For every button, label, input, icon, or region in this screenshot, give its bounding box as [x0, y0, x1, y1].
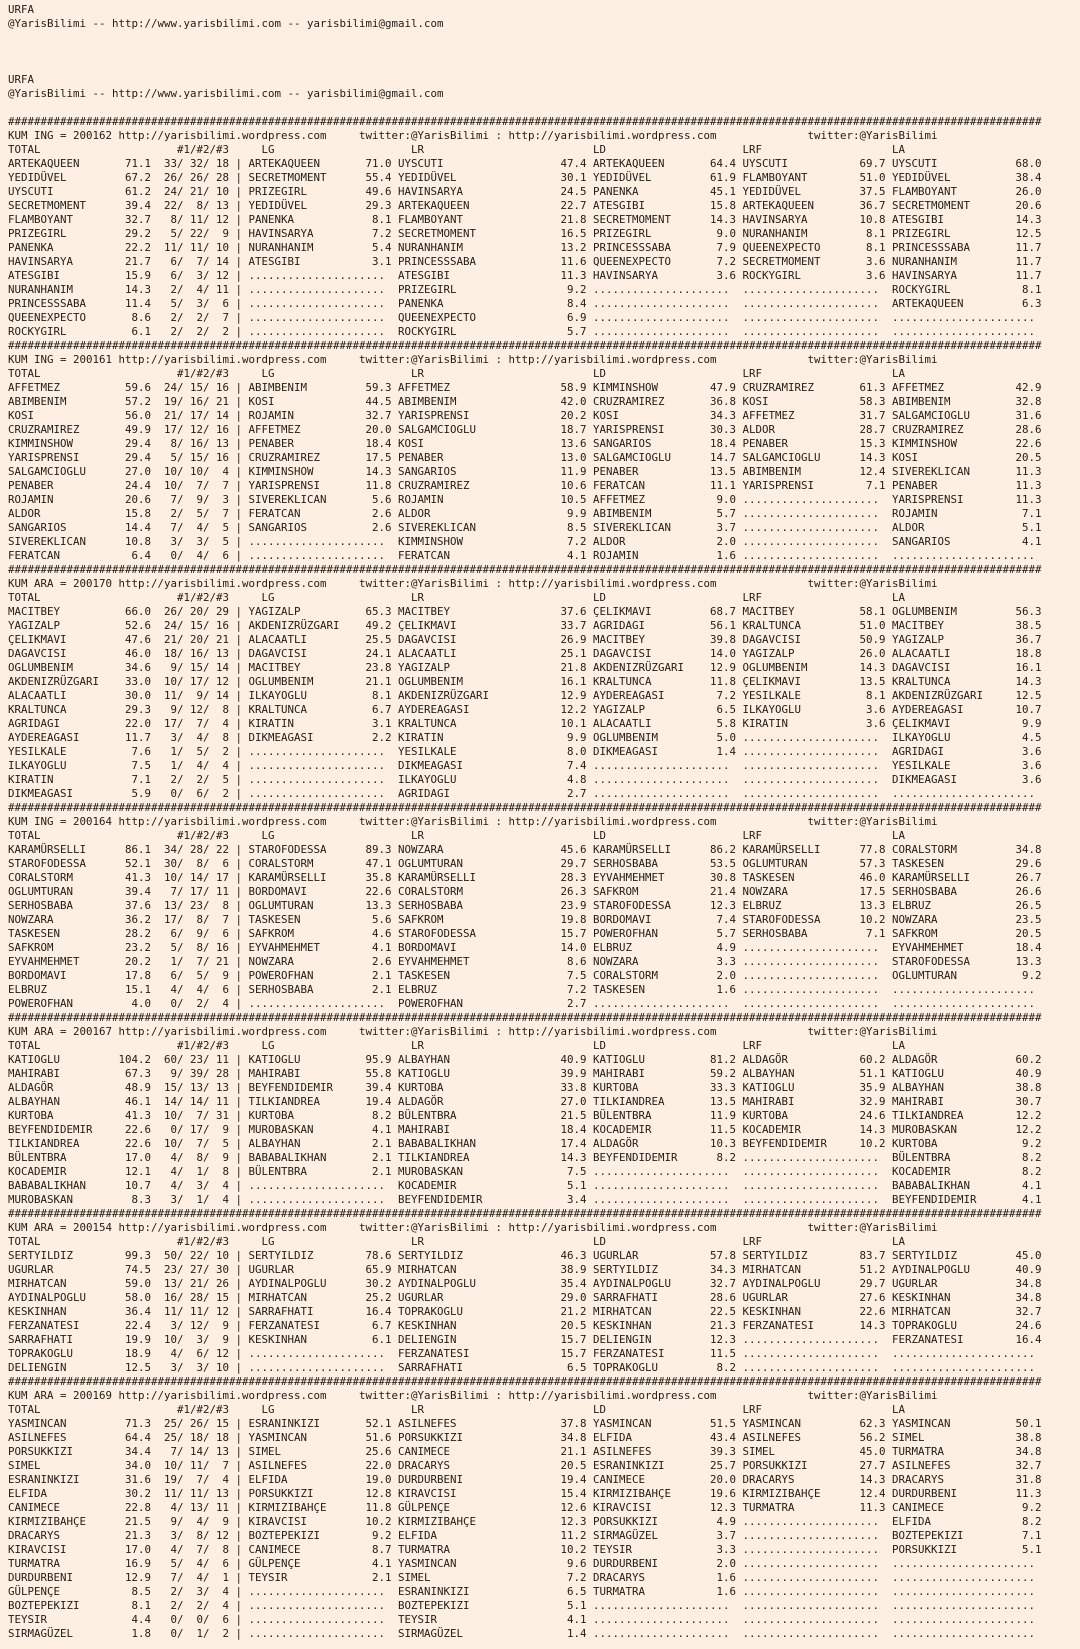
track-name: URFA — [8, 73, 35, 86]
table-row: PANENKA 22.2 11/ 11/ 10 | NURANHANIM 5.4 NURANHANIM 13.2 PRINCESSSABA 7.9 QUEENEXPECTO 8.1 PRINCESSSABA 11.7 — [8, 241, 1042, 254]
section-title: KUM ARA = 200167 http://yarisbilimi.wordpress.com twitter:@YarisBilimi : http://yarisbilimi.wordpress.com twitter:@YarisBilimi — [8, 1025, 938, 1038]
table-row: ALACAATLI 30.0 11/ 9/ 14 | ILKAYOGLU 8.1 AKDENIZRÜZGARI 12.9 AYDEREAGASI 7.2 YESILKALE 8.1 AKDENIZRÜZGARI 12.5 — [8, 689, 1042, 702]
blank-line — [8, 59, 1080, 73]
table-row: ROJAMIN 20.6 7/ 9/ 3 | SIVEREKLICAN 5.6 ROJAMIN 10.5 AFFETMEZ 9.0 ..................... YARISPRENSI 11.3 — [8, 493, 1042, 506]
contact-line: @YarisBilimi -- http://www.yarisbilimi.com -- yarisbilimi@gmail.com — [8, 17, 444, 30]
table-row: TOPRAKOGLU 18.9 4/ 6/ 12 | ..................... FERZANATESI 15.7 FERZANATESI 11.5 ..................... ...................... — [8, 1347, 1042, 1360]
table-row: KIMMINSHOW 29.4 8/ 16/ 13 | PENABER 18.4 KOSI 13.6 SANGARIOS 18.4 PENABER 15.3 KIMMINSHOW 22.6 — [8, 437, 1042, 450]
blank-line — [8, 45, 1080, 59]
table-row: YEDIDÜVEL 67.2 26/ 26/ 28 | SECRETMOMENT 55.4 YEDIDÜVEL 30.1 YEDIDÜVEL 61.9 FLAMBOYANT 51.0 YEDIDÜVEL 38.4 — [8, 171, 1042, 184]
table-row: PENABER 24.4 10/ 7/ 7 | YARISPRENSI 11.8 CRUZRAMIREZ 10.6 FERATCAN 11.1 YARISPRENSI 7.1 PENABER 11.3 — [8, 479, 1042, 492]
separator: ############################################################################################################################################################### — [8, 801, 1042, 814]
table-row: ALDAGÖR 48.9 15/ 13/ 13 | BEYFENDIDEMIR 39.4 KURTOBA 33.8 KURTOBA 33.3 KATIOGLU 35.9 ALBAYHAN 38.8 — [8, 1081, 1042, 1094]
table-row: ASILNEFES 64.4 25/ 18/ 18 | YASMINCAN 51.6 PORSUKKIZI 34.8 ELFIDA 43.4 ASILNEFES 56.2 SIMEL 38.8 — [8, 1431, 1042, 1444]
table-row: ESRANINKIZI 31.6 19/ 7/ 4 | ELFIDA 19.0 DURDURBENI 19.4 CANIMECE 20.0 DRACARYS 14.3 DRACARYS 31.8 — [8, 1473, 1042, 1486]
column-header: TOTAL #1/#2/#3 LG LR LD LRF LA — [8, 591, 906, 604]
separator: ############################################################################################################################################################### — [8, 1207, 1042, 1220]
table-row: KOSI 56.0 21/ 17/ 14 | ROJAMIN 32.7 YARISPRENSI 20.2 KOSI 34.3 AFFETMEZ 31.7 SALGAMCIOGLU 31.6 — [8, 409, 1042, 422]
table-row: QUEENEXPECTO 8.6 2/ 2/ 7 | ..................... QUEENEXPECTO 6.9 ..................... ..................... ...................... — [8, 311, 1042, 324]
table-row: ÇELIKMAVI 47.6 21/ 20/ 21 | ALACAATLI 25.5 DAGAVCISI 26.9 MACITBEY 39.8 DAGAVCISI 50.9 YAGIZALP 36.7 — [8, 633, 1042, 646]
race-section — [8, 1375, 1080, 1641]
table-row: FERATCAN 6.4 0/ 4/ 6 | ..................... FERATCAN 4.1 ROJAMIN 1.6 ..................... ...................... — [8, 549, 1042, 562]
table-row: MIRHATCAN 59.0 13/ 21/ 26 | AYDINALPOGLU 30.2 AYDINALPOGLU 35.4 AYDINALPOGLU 32.7 AYDINALPOGLU 29.7 UGURLAR 34.8 — [8, 1277, 1042, 1290]
table-row: CANIMECE 22.8 4/ 13/ 11 | KIRMIZIBAHÇE 11.8 GÜLPENÇE 12.6 KIRAVCISI 12.3 TURMATRA 11.3 CANIMECE 9.2 — [8, 1501, 1042, 1514]
table-row: FLAMBOYANT 32.7 8/ 11/ 12 | PANENKA 8.1 FLAMBOYANT 21.8 SECRETMOMENT 14.3 HAVINSARYA 10.8 ATESGIBI 14.3 — [8, 213, 1042, 226]
table-row: DELIENGIN 12.5 3/ 3/ 10 | ..................... SARRAFHATI 6.5 TOPRAKOGLU 8.2 ..................... ...................... — [8, 1361, 1042, 1374]
separator: ############################################################################################################################################################### — [8, 1011, 1042, 1024]
blank-line — [8, 101, 1080, 115]
section-title: KUM ARA = 200170 http://yarisbilimi.wordpress.com twitter:@YarisBilimi : http://yarisbilimi.wordpress.com twitter:@YarisBilimi — [8, 577, 938, 590]
table-row: BORDOMAVI 17.8 6/ 5/ 9 | POWEROFHAN 2.1 TASKESEN 7.5 CORALSTORM 2.0 ..................... OGLUMTURAN 9.2 — [8, 969, 1042, 982]
race-section — [8, 339, 1080, 563]
table-row: CRUZRAMIREZ 49.9 17/ 12/ 16 | AFFETMEZ 20.0 SALGAMCIOGLU 18.7 YARISPRENSI 30.3 ALDOR 28.7 CRUZRAMIREZ 28.6 — [8, 423, 1042, 436]
table-row: UYSCUTI 61.2 24/ 21/ 10 | PRIZEGIRL 49.6 HAVINSARYA 24.5 PANENKA 45.1 YEDIDÜVEL 37.5 FLAMBOYANT 26.0 — [8, 185, 1042, 198]
table-row: YESILKALE 7.6 1/ 5/ 2 | ..................... YESILKALE 8.0 DIKMEAGASI 1.4 ..................... AGRIDAGI 3.6 — [8, 745, 1042, 758]
table-row: PRIZEGIRL 29.2 5/ 22/ 9 | HAVINSARYA 7.2 SECRETMOMENT 16.5 PRIZEGIRL 9.0 NURANHANIM 8.1 PRIZEGIRL 12.5 — [8, 227, 1042, 240]
track-name: URFA — [8, 3, 35, 16]
table-row: AFFETMEZ 59.6 24/ 15/ 16 | ABIMBENIM 59.3 AFFETMEZ 58.9 KIMMINSHOW 47.9 CRUZRAMIREZ 61.3 AFFETMEZ 42.9 — [8, 381, 1042, 394]
table-row: MAHIRABI 67.3 9/ 39/ 28 | MAHIRABI 55.8 KATIOGLU 39.9 MAHIRABI 59.2 ALBAYHAN 51.1 KATIOGLU 40.9 — [8, 1067, 1042, 1080]
table-row: AGRIDAGI 22.0 17/ 7/ 4 | KIRATIN 3.1 KRALTUNCA 10.1 ALACAATLI 5.8 KIRATIN 3.6 ÇELIKMAVI 9.9 — [8, 717, 1042, 730]
race-section — [8, 1011, 1080, 1207]
section-title: KUM ING = 200161 http://yarisbilimi.wordpress.com twitter:@YarisBilimi : http://yarisbilimi.wordpress.com twitter:@YarisBilimi — [8, 353, 938, 366]
section-title: KUM ING = 200164 http://yarisbilimi.wordpress.com twitter:@YarisBilimi : http://yarisbilimi.wordpress.com twitter:@YarisBilimi — [8, 815, 938, 828]
table-row: SERTYILDIZ 99.3 50/ 22/ 10 | SERTYILDIZ 78.6 SERTYILDIZ 46.3 UGURLAR 57.8 SERTYILDIZ 83.7 SERTYILDIZ 45.0 — [8, 1249, 1042, 1262]
table-row: SIVEREKLICAN 10.8 3/ 3/ 5 | ..................... KIMMINSHOW 7.2 ALDOR 2.0 ..................... SANGARIOS 4.1 — [8, 535, 1042, 548]
table-row: TEYSIR 4.4 0/ 0/ 6 | ..................... TEYSIR 4.1 ..................... ..................... ...................... — [8, 1613, 1042, 1626]
column-header: TOTAL #1/#2/#3 LG LR LD LRF LA — [8, 829, 906, 842]
column-header: TOTAL #1/#2/#3 LG LR LD LRF LA — [8, 367, 906, 380]
table-row: SIRMAGÜZEL 1.8 0/ 1/ 2 | ..................... SIRMAGÜZEL 1.4 ..................... ..................... ...................... — [8, 1627, 1042, 1640]
race-section — [8, 801, 1080, 1011]
table-row: STAROFODESSA 52.1 30/ 8/ 6 | CORALSTORM 47.1 OGLUMTURAN 29.7 SERHOSBABA 53.5 OGLUMTURAN 57.3 TASKESEN 29.6 — [8, 857, 1042, 870]
race-section — [8, 1207, 1080, 1375]
separator: ############################################################################################################################################################### — [8, 563, 1042, 576]
table-row: AYDEREAGASI 11.7 3/ 4/ 8 | DIKMEAGASI 2.2 KIRATIN 9.9 OGLUMBENIM 5.0 ..................... ILKAYOGLU 4.5 — [8, 731, 1042, 744]
table-row: FERZANATESI 22.4 3/ 12/ 9 | FERZANATESI 6.7 KESKINHAN 20.5 KESKINHAN 21.3 FERZANATESI 14.3 TOPRAKOGLU 24.6 — [8, 1319, 1042, 1332]
table-row: KOCADEMIR 12.1 4/ 1/ 8 | BÜLENTBRA 2.1 MUROBASKAN 7.5 ..................... ..................... KOCADEMIR 8.2 — [8, 1165, 1042, 1178]
table-row: OGLUMBENIM 34.6 9/ 15/ 14 | MACITBEY 23.8 YAGIZALP 21.8 AKDENIZRÜZGARI 12.9 OGLUMBENIM 14.3 DAGAVCISI 16.1 — [8, 661, 1042, 674]
column-header: TOTAL #1/#2/#3 LG LR LD LRF LA — [8, 1039, 906, 1052]
column-header: TOTAL #1/#2/#3 LG LR LD LRF LA — [8, 1235, 906, 1248]
column-header: TOTAL #1/#2/#3 LG LR LD LRF LA — [8, 1403, 906, 1416]
table-row: DAGAVCISI 46.0 18/ 16/ 13 | DAGAVCISI 24.1 ALACAATLI 25.1 DAGAVCISI 14.0 YAGIZALP 26.0 ALACAATLI 18.8 — [8, 647, 1042, 660]
section-title: KUM ING = 200162 http://yarisbilimi.wordpress.com twitter:@YarisBilimi : http://yarisbilimi.wordpress.com twitter:@YarisBilimi — [8, 129, 938, 142]
table-row: BEYFENDIDEMIR 22.6 0/ 17/ 9 | MUROBASKAN 4.1 MAHIRABI 18.4 KOCADEMIR 11.5 KOCADEMIR 14.3 MUROBASKAN 12.2 — [8, 1123, 1042, 1136]
table-row: YARISPRENSI 29.4 5/ 15/ 16 | CRUZRAMIREZ 17.5 PENABER 13.0 SALGAMCIOGLU 14.7 SALGAMCIOGLU 14.3 KOSI 20.5 — [8, 451, 1042, 464]
table-row: PRINCESSSABA 11.4 5/ 3/ 6 | ..................... PANENKA 8.4 ..................... ..................... ARTEKAQUEEN 6.3 — [8, 297, 1042, 310]
table-row: ABIMBENIM 57.2 19/ 16/ 21 | KOSI 44.5 ABIMBENIM 42.0 CRUZRAMIREZ 36.8 KOSI 58.3 ABIMBENIM 32.8 — [8, 395, 1042, 408]
section-title: KUM ARA = 200169 http://yarisbilimi.wordpress.com twitter:@YarisBilimi : http://yarisbilimi.wordpress.com twitter:@YarisBilimi — [8, 1389, 938, 1402]
table-row: KIRAVCISI 17.0 4/ 7/ 8 | CANIMECE 8.7 TURMATRA 10.2 TEYSIR 3.3 ..................... PORSUKKIZI 5.1 — [8, 1543, 1042, 1556]
table-row: SALGAMCIOGLU 27.0 10/ 10/ 4 | KIMMINSHOW 14.3 SANGARIOS 11.9 PENABER 13.5 ABIMBENIM 12.4 SIVEREKLICAN 11.3 — [8, 465, 1042, 478]
table-row: KRALTUNCA 29.3 9/ 12/ 8 | KRALTUNCA 6.7 AYDEREAGASI 12.2 YAGIZALP 6.5 ILKAYOGLU 3.6 AYDEREAGASI 10.7 — [8, 703, 1042, 716]
table-row: ALDOR 15.8 2/ 5/ 7 | FERATCAN 2.6 ALDOR 9.9 ABIMBENIM 5.7 ..................... ROJAMIN 7.1 — [8, 507, 1042, 520]
contact-line: @YarisBilimi -- http://www.yarisbilimi.com -- yarisbilimi@gmail.com — [8, 87, 444, 100]
table-row: KIRATIN 7.1 2/ 2/ 5 | ..................... ILKAYOGLU 4.8 ..................... ..................... DIKMEAGASI 3.6 — [8, 773, 1042, 786]
table-row: OGLUMTURAN 39.4 7/ 17/ 11 | BORDOMAVI 22.6 CORALSTORM 26.3 SAFKROM 21.4 NOWZARA 17.5 SERHOSBABA 26.6 — [8, 885, 1042, 898]
table-row: BABABALIKHAN 10.7 4/ 3/ 4 | ..................... KOCADEMIR 5.1 ..................... ..................... BABABALIKHAN 4.1 — [8, 1179, 1042, 1192]
race-section — [8, 563, 1080, 801]
table-row: ELBRUZ 15.1 4/ 4/ 6 | SERHOSBABA 2.1 ELBRUZ 7.2 TASKESEN 1.6 ..................... ...................... — [8, 983, 1042, 996]
table-row: HAVINSARYA 21.7 6/ 7/ 14 | ATESGIBI 3.1 PRINCESSSABA 11.6 QUEENEXPECTO 7.2 SECRETMOMENT 3.6 NURANHANIM 11.7 — [8, 255, 1042, 268]
table-row: POWEROFHAN 4.0 0/ 2/ 4 | ..................... POWEROFHAN 2.7 ..................... ..................... ...................... — [8, 997, 1042, 1010]
separator: ############################################################################################################################################################### — [8, 339, 1042, 352]
table-row: AKDENIZRÜZGARI 33.0 10/ 17/ 12 | OGLUMBENIM 21.1 OGLUMBENIM 16.1 KRALTUNCA 11.8 ÇELIKMAVI 13.5 KRALTUNCA 14.3 — [8, 675, 1042, 688]
table-row: SECRETMOMENT 39.4 22/ 8/ 13 | YEDIDÜVEL 29.3 ARTEKAQUEEN 22.7 ATESGIBI 15.8 ARTEKAQUEEN 36.7 SECRETMOMENT 20.6 — [8, 199, 1042, 212]
column-header: TOTAL #1/#2/#3 LG LR LD LRF LA — [8, 143, 906, 156]
table-row: SIMEL 34.0 10/ 11/ 7 | ASILNEFES 22.0 DRACARYS 20.5 ESRANINKIZI 25.7 PORSUKKIZI 27.7 ASILNEFES 32.7 — [8, 1459, 1042, 1472]
table-row: DIKMEAGASI 5.9 0/ 6/ 2 | ..................... AGRIDAGI 2.7 ..................... ..................... ...................... — [8, 787, 1042, 800]
table-row: SARRAFHATI 19.9 10/ 3/ 9 | KESKINHAN 6.1 DELIENGIN 15.7 DELIENGIN 12.3 ..................... FERZANATESI 16.4 — [8, 1333, 1042, 1346]
table-row: KURTOBA 41.3 10/ 7/ 31 | KURTOBA 8.2 BÜLENTBRA 21.5 BÜLENTBRA 11.9 KURTOBA 24.6 TILKIANDREA 12.2 — [8, 1109, 1042, 1122]
separator: ############################################################################################################################################################### — [8, 115, 1042, 128]
table-row: ALBAYHAN 46.1 14/ 14/ 11 | TILKIANDREA 19.4 ALDAGÖR 27.0 TILKIANDREA 13.5 MAHIRABI 32.9 MAHIRABI 30.7 — [8, 1095, 1042, 1108]
table-row: DURDURBENI 12.9 7/ 4/ 1 | TEYSIR 2.1 SIMEL 7.2 DRACARYS 1.6 ..................... ...................... — [8, 1571, 1042, 1584]
blank-line — [8, 31, 1080, 45]
table-row: MUROBASKAN 8.3 3/ 1/ 4 | ..................... BEYFENDIDEMIR 3.4 ..................... ..................... BEYFENDIDEMIR 4.1 — [8, 1193, 1042, 1206]
table-row: NURANHANIM 14.3 2/ 4/ 11 | ..................... PRIZEGIRL 9.2 ..................... ..................... ROCKYGIRL 8.1 — [8, 283, 1042, 296]
table-row: BÜLENTBRA 17.0 4/ 8/ 9 | BABABALIKHAN 2.1 TILKIANDREA 14.3 BEYFENDIDEMIR 8.2 ..................... BÜLENTBRA 8.2 — [8, 1151, 1042, 1164]
table-row: MACITBEY 66.0 26/ 20/ 29 | YAGIZALP 65.3 MACITBEY 37.6 ÇELIKMAVI 68.7 MACITBEY 58.1 OGLUMBENIM 56.3 — [8, 605, 1042, 618]
table-row: ARTEKAQUEEN 71.1 33/ 32/ 18 | ARTEKAQUEEN 71.0 UYSCUTI 47.4 ARTEKAQUEEN 64.4 UYSCUTI 69.7 UYSCUTI 68.0 — [8, 157, 1042, 170]
table-row: KIRMIZIBAHÇE 21.5 9/ 4/ 9 | KIRAVCISI 10.2 KIRMIZIBAHÇE 12.3 PORSUKKIZI 4.9 ..................... ELFIDA 8.2 — [8, 1515, 1042, 1528]
table-row: AYDINALPOGLU 58.0 16/ 28/ 15 | MIRHATCAN 25.2 UGURLAR 29.0 SARRAFHATI 28.6 UGURLAR 27.6 KESKINHAN 34.8 — [8, 1291, 1042, 1304]
table-row: TILKIANDREA 22.6 10/ 7/ 5 | ALBAYHAN 2.1 BABABALIKHAN 17.4 ALDAGÖR 10.3 BEYFENDIDEMIR 10.2 KURTOBA 9.2 — [8, 1137, 1042, 1150]
table-row: NOWZARA 36.2 17/ 8/ 7 | TASKESEN 5.6 SAFKROM 19.8 BORDOMAVI 7.4 STAROFODESSA 10.2 NOWZARA 23.5 — [8, 913, 1042, 926]
table-row: BOZTEPEKIZI 8.1 2/ 2/ 4 | ..................... BOZTEPEKIZI 5.1 ..................... ..................... ...................... — [8, 1599, 1042, 1612]
race-section — [8, 115, 1080, 339]
table-row: KARAMÜRSELLI 86.1 34/ 28/ 22 | STAROFODESSA 89.3 NOWZARA 45.6 KARAMÜRSELLI 86.2 KARAMÜRSELLI 77.8 CORALSTORM 34.8 — [8, 843, 1042, 856]
table-row: TASKESEN 28.2 6/ 9/ 6 | SAFKROM 4.6 STAROFODESSA 15.7 POWEROFHAN 5.7 SERHOSBABA 7.1 SAFKROM 20.5 — [8, 927, 1042, 940]
table-row: CORALSTORM 41.3 10/ 14/ 17 | KARAMÜRSELLI 35.8 KARAMÜRSELLI 28.3 EYVAHMEHMET 30.8 TASKESEN 46.0 KARAMÜRSELLI 26.7 — [8, 871, 1042, 884]
table-row: GÜLPENÇE 8.5 2/ 3/ 4 | ..................... ESRANINKIZI 6.5 TURMATRA 1.6 ..................... ...................... — [8, 1585, 1042, 1598]
table-row: TURMATRA 16.9 5/ 4/ 6 | GÜLPENÇE 4.1 YASMINCAN 9.6 DURDURBENI 2.0 ..................... ...................... — [8, 1557, 1042, 1570]
table-row: KATIOGLU 104.2 60/ 23/ 11 | KATIOGLU 95.9 ALBAYHAN 40.9 KATIOGLU 81.2 ALDAGÖR 60.2 ALDAGÖR 60.2 — [8, 1053, 1042, 1066]
table-row: SANGARIOS 14.4 7/ 4/ 5 | SANGARIOS 2.6 SIVEREKLICAN 8.5 SIVEREKLICAN 3.7 ..................... ALDOR 5.1 — [8, 521, 1042, 534]
table-row: ELFIDA 30.2 11/ 11/ 13 | PORSUKKIZI 12.8 KIRAVCISI 15.4 KIRMIZIBAHÇE 19.6 KIRMIZIBAHÇE 12.4 DURDURBENI 11.3 — [8, 1487, 1042, 1500]
table-row: SAFKROM 23.2 5/ 8/ 16 | EYVAHMEHMET 4.1 BORDOMAVI 14.0 ELBRUZ 4.9 ..................... EYVAHMEHMET 18.4 — [8, 941, 1042, 954]
table-row: ATESGIBI 15.9 6/ 3/ 12 | ..................... ATESGIBI 11.3 HAVINSARYA 3.6 ROCKYGIRL 3.6 HAVINSARYA 11.7 — [8, 269, 1042, 282]
table-row: SERHOSBABA 37.6 13/ 23/ 8 | OGLUMTURAN 13.3 SERHOSBABA 23.9 STAROFODESSA 12.3 ELBRUZ 13.3 ELBRUZ 26.5 — [8, 899, 1042, 912]
table-row: EYVAHMEHMET 20.2 1/ 7/ 21 | NOWZARA 2.6 EYVAHMEHMET 8.6 NOWZARA 3.3 ..................... STAROFODESSA 13.3 — [8, 955, 1042, 968]
table-row: ROCKYGIRL 6.1 2/ 2/ 2 | ..................... ROCKYGIRL 5.7 ..................... ..................... ...................... — [8, 325, 1042, 338]
table-row: KESKINHAN 36.4 11/ 11/ 12 | SARRAFHATI 16.4 TOPRAKOGLU 21.2 MIRHATCAN 22.5 KESKINHAN 22.6 MIRHATCAN 32.7 — [8, 1305, 1042, 1318]
separator: ############################################################################################################################################################### — [8, 1375, 1042, 1388]
section-title: KUM ARA = 200154 http://yarisbilimi.wordpress.com twitter:@YarisBilimi : http://yarisbilimi.wordpress.com twitter:@YarisBilimi — [8, 1221, 938, 1234]
table-row: ILKAYOGLU 7.5 1/ 4/ 4 | ..................... DIKMEAGASI 7.4 ..................... ..................... YESILKALE 3.6 — [8, 759, 1042, 772]
table-row: PORSUKKIZI 34.4 7/ 14/ 13 | SIMEL 25.6 CANIMECE 21.1 ASILNEFES 39.3 SIMEL 45.0 TURMATRA 34.8 — [8, 1445, 1042, 1458]
table-row: YASMINCAN 71.3 25/ 26/ 15 | ESRANINKIZI 52.1 ASILNEFES 37.8 YASMINCAN 51.5 YASMINCAN 62.3 YASMINCAN 50.1 — [8, 1417, 1042, 1430]
table-row: YAGIZALP 52.6 24/ 15/ 16 | AKDENIZRÜZGARI 49.2 ÇELIKMAVI 33.7 AGRIDAGI 56.1 KRALTUNCA 51.0 MACITBEY 38.5 — [8, 619, 1042, 632]
table-row: DRACARYS 21.3 3/ 8/ 12 | BOZTEPEKIZI 9.2 ELFIDA 11.2 SIRMAGÜZEL 3.7 ..................... BOZTEPEKIZI 7.1 — [8, 1529, 1042, 1542]
table-row: UGURLAR 74.5 23/ 27/ 30 | UGURLAR 65.9 MIRHATCAN 38.9 SERTYILDIZ 34.3 MIRHATCAN 51.2 AYDINALPOGLU 40.9 — [8, 1263, 1042, 1276]
